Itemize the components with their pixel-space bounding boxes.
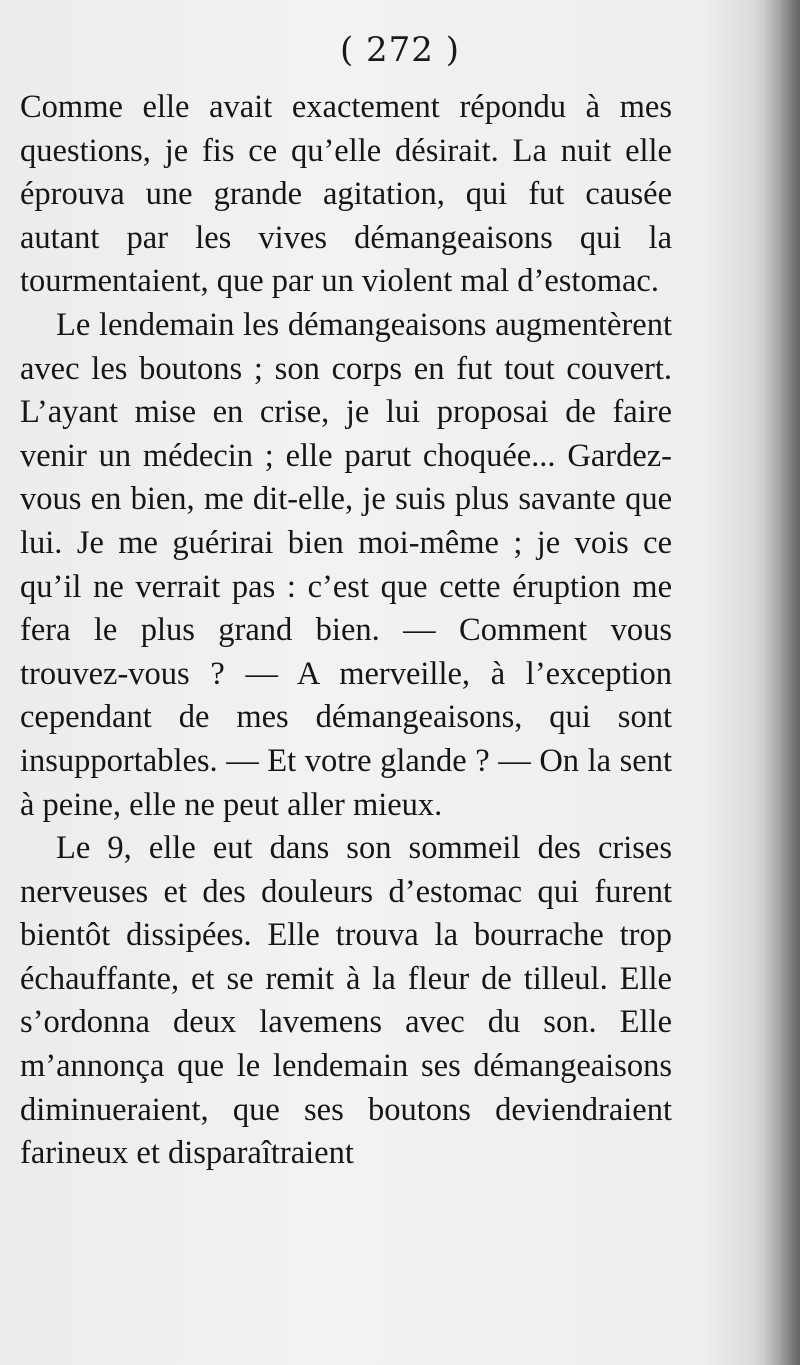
paragraph-2: Le lendemain les démangeaisons augmentèrent avec les boutons ; son corps en fut tout couvert. L’ayant mise en crise, je lui proposai de faire venir un médecin ; elle parut choquée... Gardez-vous en bien, me dit-elle, je suis plus savante que lui. Je me guérirai bien moi-même ; je vois ce qu’il ne verrait pas : c’est que cette éruption me fera le plus grand bien. — Comment vous trouvez-vous ? — A merveille, à l’exception cependant de mes démangeaisons, qui sont insupportables. — Et votre glande ? — On la sent à peine, elle ne peut aller mieux. bbox=[20, 306, 672, 823]
page-number: ( 272 ) bbox=[339, 30, 461, 70]
body-text bbox=[20, 86, 672, 1176]
paragraph-1: Comme elle avait exactement répondu à mes questions, je fis ce qu’elle désirait. La nuit elle éprouva une grande agitation, qui fut causée autant par les vives démangeaisons qui la tourmentaient, que par un violent mal d’estomac. bbox=[20, 89, 672, 300]
page-edge-shadow bbox=[764, 0, 800, 1365]
paragraph-3: Le 9, elle eut dans son sommeil des crises nerveuses et des douleurs d’estomac qui furent bientôt dissipées. Elle trouva la bourrache trop échauffante, et se remit à la fleur de tilleul. Elle s’ordonna deux lavemens avec du son. Elle m’annonça que le lendemain ses démangeaisons diminueraient, que ses boutons deviendraient farineux et disparaîtraient bbox=[20, 830, 672, 1172]
